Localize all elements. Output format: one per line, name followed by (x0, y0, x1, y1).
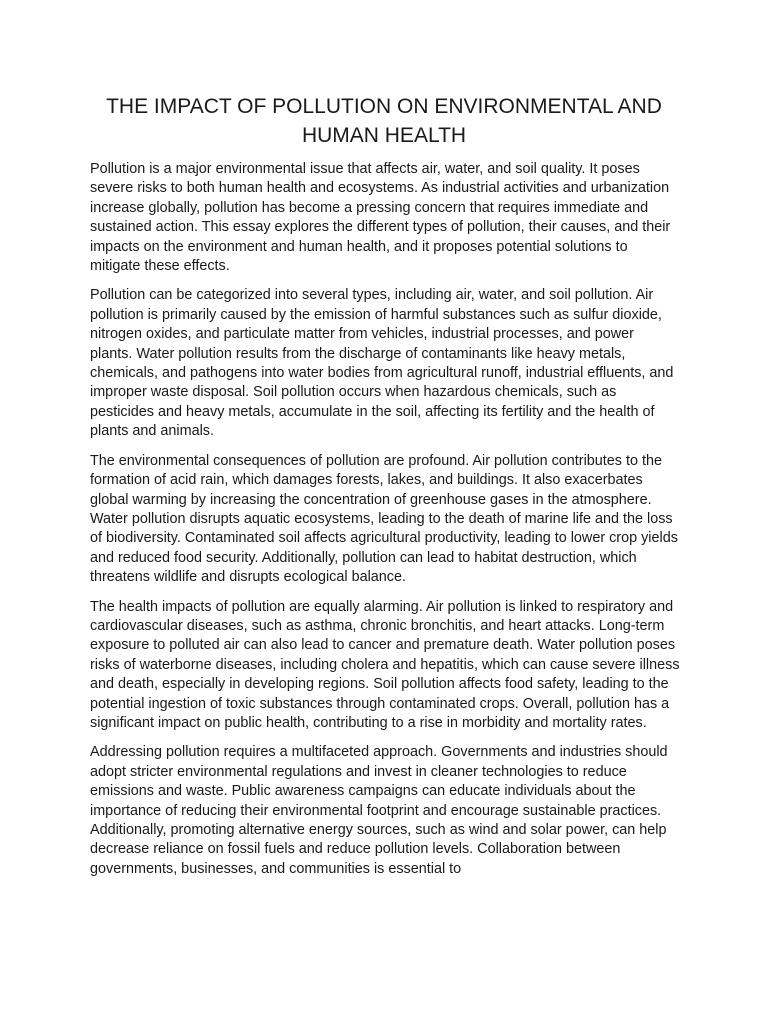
paragraph-introduction: Pollution is a major environmental issue that affects air, water, and soil quality. It poses severe risks to both human health and ecosystems. As industrial activities and urbanization increase globally, pollution has become a pressing concern that requires immediate and sustained action. This essay explores the different types of pollution, their causes, and their impacts on the environment and human health, and it proposes potential solutions to mitigate these effects. (90, 161, 671, 275)
paragraph-health-impacts: The health impacts of pollution are equally alarming. Air pollution is linked to respiratory and cardiovascular diseases, such as asthma, chronic bronchitis, and heart attacks. Long-term exposure to polluted air can also lead to cancer and premature death. Water pollution poses risks of waterborne diseases, including cholera and hepatitis, which can cause severe illness and death, especially in developing regions. Soil pollution affects food safety, leading to the potential ingestion of toxic substances through contaminated crops. Overall, pollution has a significant impact on public health, contributing to a rise in morbidity and mortality rates. (90, 598, 680, 731)
paragraph-environmental-consequences: The environmental consequences of pollution are profound. Air pollution contributes to the formation of acid rain, which damages forests, lakes, and buildings. It also exacerbates global warming by increasing the concentration of greenhouse gases in the atmosphere. Water pollution disrupts aquatic ecosystems, leading to the death of marine life and the loss of biodiversity. Contaminated soil affects agricultural productivity, leading to lower crop yields and reduced food security. Additionally, pollution can lead to habitat destruction, which threatens wildlife and disrupts ecological balance. (90, 452, 678, 586)
paragraph-solutions: Addressing pollution requires a multifaceted approach. Governments and industries should adopt stricter environmental regulations and invest in cleaner technologies to reduce emissions and waste. Public awareness campaigns can educate individuals about the importance of reducing their environmental footprint and encourage sustainable practices. Additionally, promoting alternative energy sources, such as wind and solar power, can help decrease reliance on fossil fuels and reduce pollution levels. Collaboration between governments, businesses, and communities is essential to (90, 744, 668, 877)
paragraph-types-of-pollution: Pollution can be categorized into several types, including air, water, and soil pollution. Air pollution is primarily caused by the emission of harmful substances such as sulfur dioxide, nitrogen oxides, and particulate matter from vehicles, industrial processes, and power plants. Water pollution results from the discharge of contaminants like heavy metals, chemicals, and pathogens into water bodies from agricultural runoff, industrial effluents, and improper waste disposal. Soil pollution occurs when hazardous chemicals, such as pesticides and heavy metals, accumulate in the soil, affecting its fertility and the health of plants and animals. (90, 287, 674, 440)
document-title: THE IMPACT OF POLLUTION ON ENVIRONMENTAL AND HUMAN HEALTH (106, 95, 662, 147)
document-body (90, 160, 680, 889)
